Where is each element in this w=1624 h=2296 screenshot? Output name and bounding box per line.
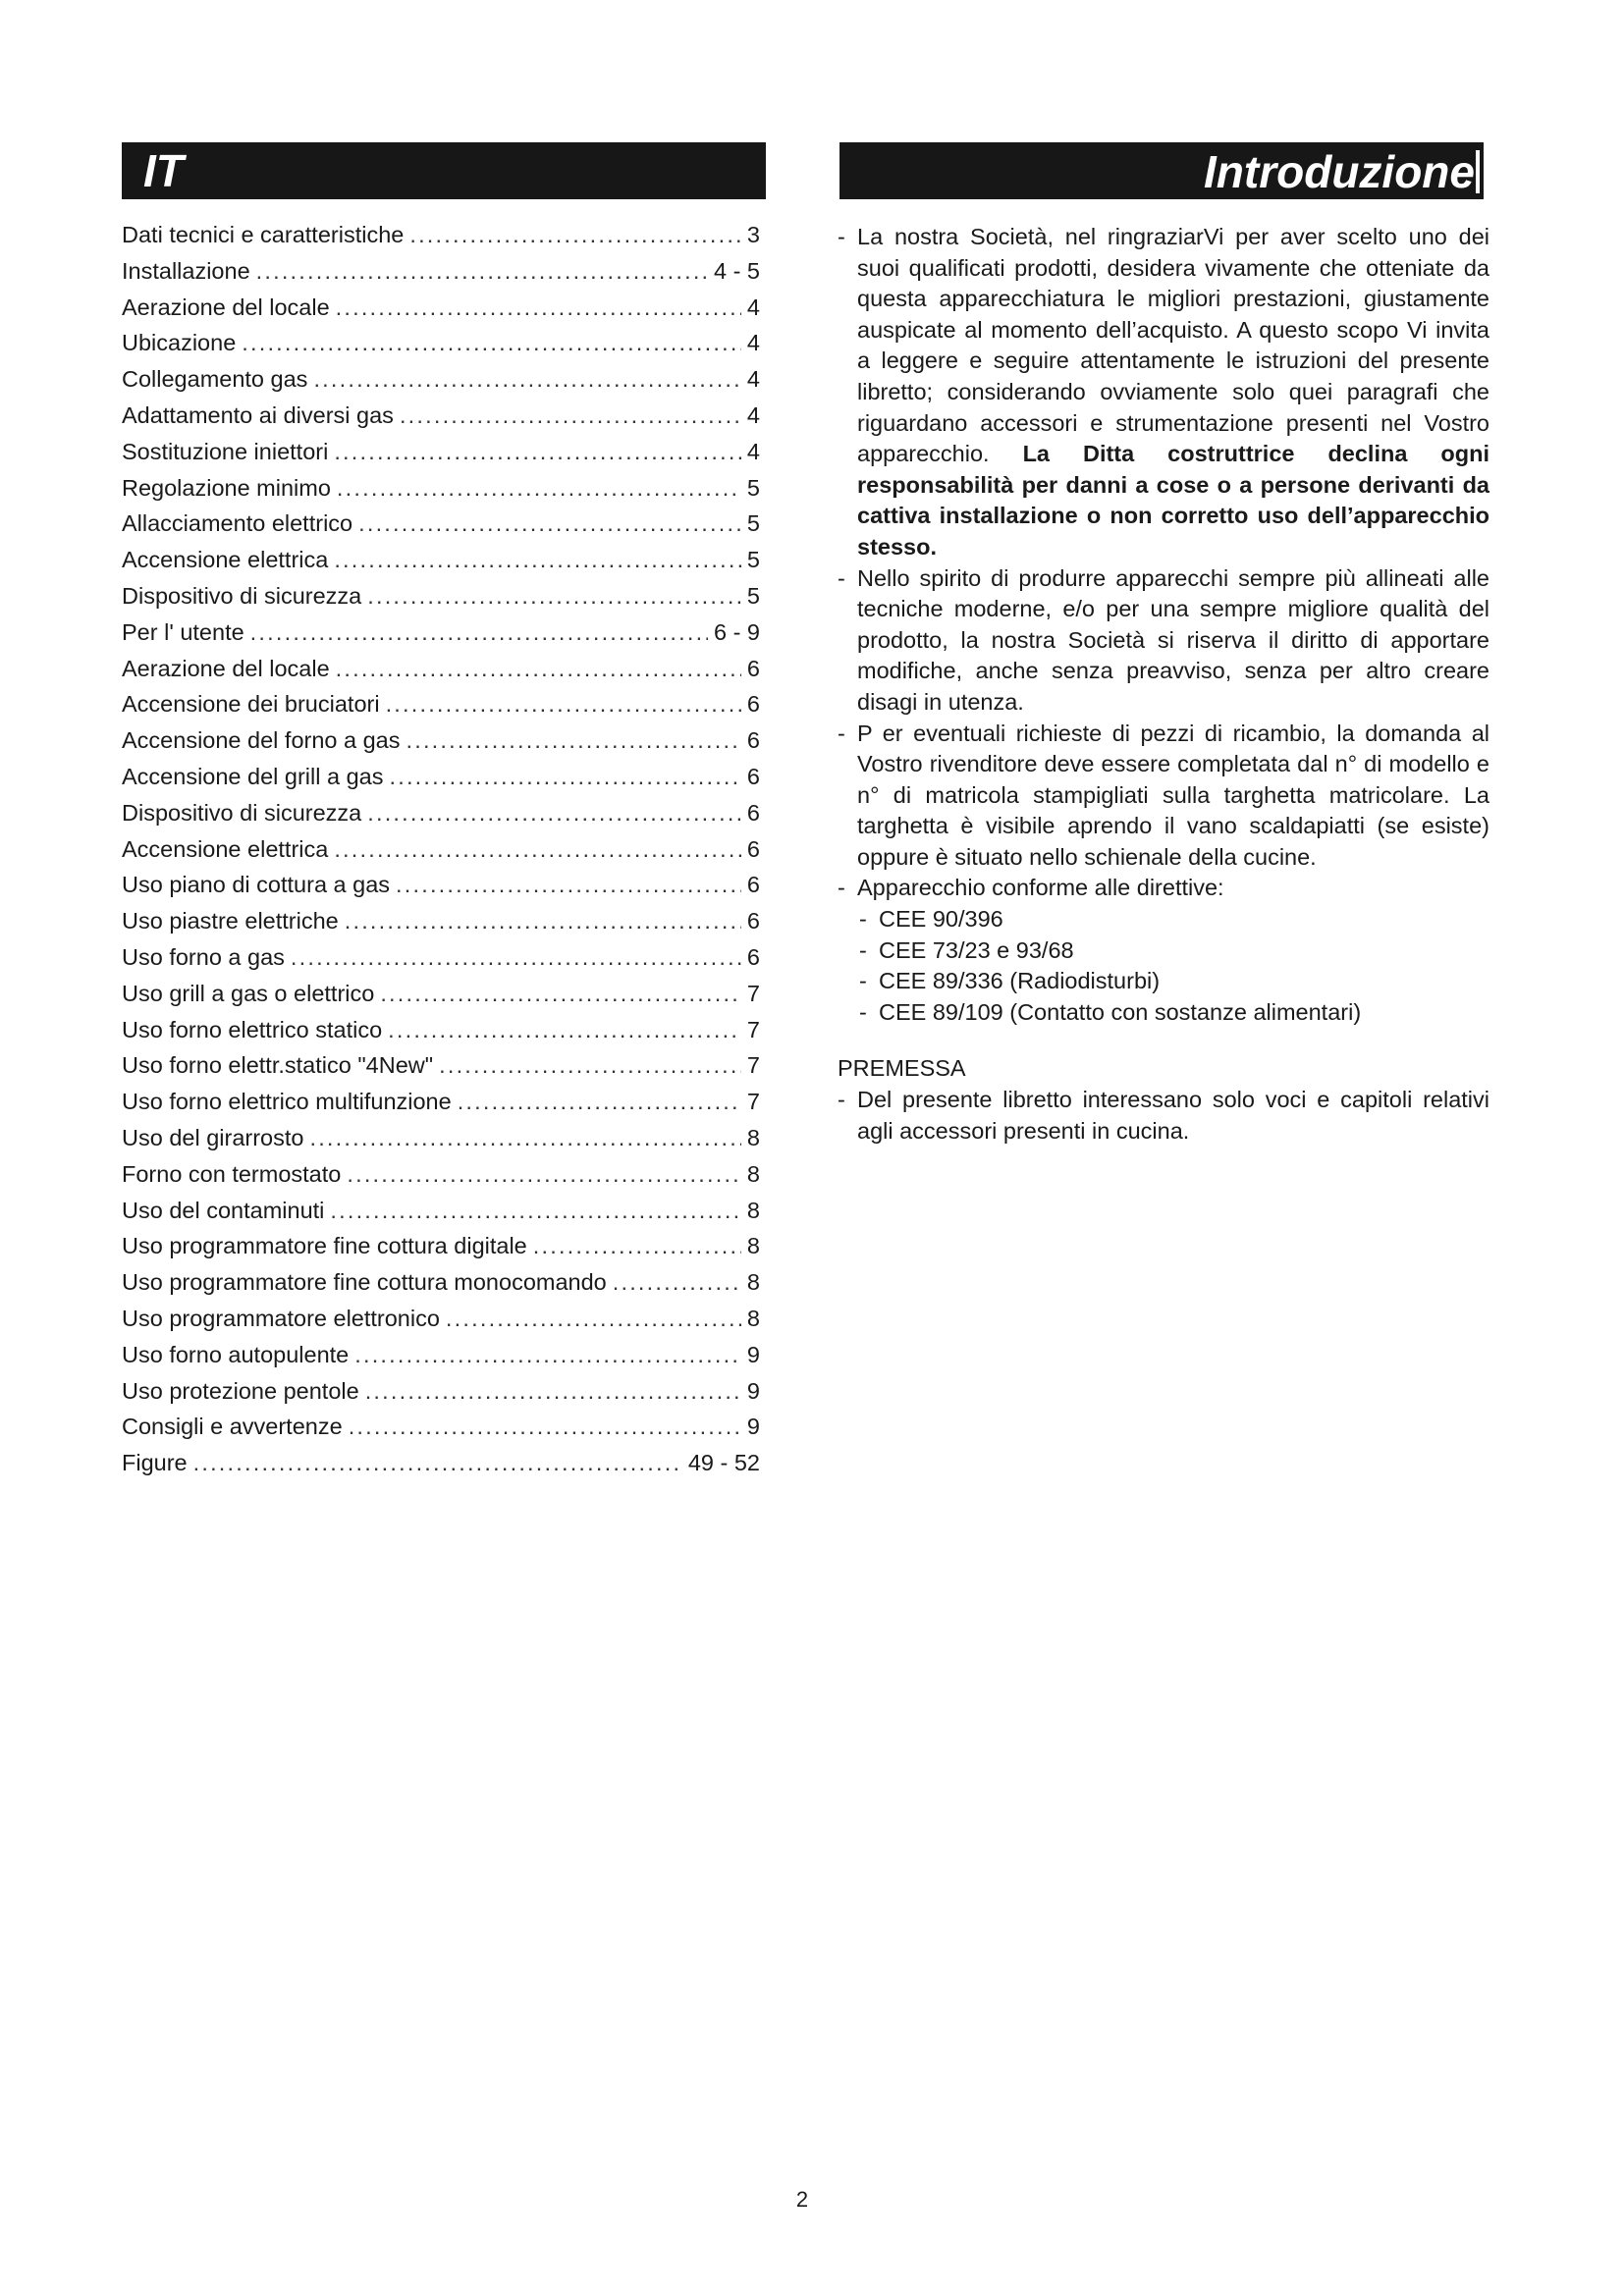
dot-leader xyxy=(313,361,740,398)
toc-entry-page: 6 xyxy=(746,872,760,898)
toc-entry-label: Uso forno elettrico statico xyxy=(122,1016,383,1042)
intro-paragraph-1 xyxy=(838,222,1489,563)
table-row xyxy=(122,651,760,687)
table-row xyxy=(122,398,760,434)
dot-leader xyxy=(347,1156,741,1193)
toc-entry-label: Dispositivo di sicurezza xyxy=(122,799,362,826)
dot-leader xyxy=(345,903,741,939)
toc-entry-label: Uso programmatore fine cottura monocomando xyxy=(122,1269,607,1296)
dot-leader xyxy=(242,325,741,361)
toc-entry-label: Uso programmatore fine cottura digitale xyxy=(122,1233,527,1259)
table-row xyxy=(122,1156,760,1193)
toc-entry-page: 9 xyxy=(746,1341,760,1367)
table-row xyxy=(122,253,760,290)
toc-entry-label: Sostituzione iniettori xyxy=(122,438,329,464)
toc-entry-page: 6 xyxy=(746,727,760,754)
intro-paragraph-4: - Apparecchio conforme alle direttive: xyxy=(838,873,1489,904)
toc-entry-label: Uso del girarrosto xyxy=(122,1124,304,1150)
dot-leader xyxy=(250,614,708,651)
list-item: - CEE 89/336 (Radiodisturbi) xyxy=(859,966,1489,997)
list-item: - CEE 73/23 e 93/68 xyxy=(859,935,1489,967)
table-row xyxy=(122,831,760,868)
toc-entry-label: Uso forno elettr.statico "4New" xyxy=(122,1052,434,1079)
table-row xyxy=(122,722,760,759)
table-row xyxy=(122,1301,760,1337)
dot-leader xyxy=(380,976,741,1012)
toc-entry-page: 4 xyxy=(746,330,760,356)
table-row xyxy=(122,867,760,903)
toc-entry-page: 3 xyxy=(746,222,760,247)
dot-leader xyxy=(349,1409,741,1445)
table-row xyxy=(122,1373,760,1410)
toc-entry-page: 8 xyxy=(746,1124,760,1150)
dot-leader xyxy=(337,470,741,507)
toc-entry-page: 4 xyxy=(746,366,760,393)
dot-leader xyxy=(330,1193,741,1229)
section-title: Introduzione xyxy=(1204,146,1475,197)
table-of-contents xyxy=(122,217,760,1481)
toc-entry-page: 5 xyxy=(746,547,760,573)
table-row xyxy=(122,290,760,326)
table-row xyxy=(122,795,760,831)
language-code: IT xyxy=(143,145,184,196)
dot-leader xyxy=(334,434,741,470)
dot-leader xyxy=(400,398,741,434)
toc-entry-page: 4 xyxy=(746,294,760,320)
dot-leader xyxy=(446,1301,741,1337)
toc-entry-page: 4 xyxy=(746,401,760,428)
table-row xyxy=(122,542,760,578)
toc-entry-label: Accensione del grill a gas xyxy=(122,763,384,789)
toc-entry-label: Allacciamento elettrico xyxy=(122,510,353,537)
toc-entry-page: 8 xyxy=(746,1197,760,1223)
table-row xyxy=(122,361,760,398)
toc-entry-page: 8 xyxy=(746,1233,760,1259)
toc-entry-page: 6 xyxy=(746,691,760,718)
toc-entry-page: 4 - 5 xyxy=(713,257,760,284)
toc-entry-label: Uso forno a gas xyxy=(122,943,285,970)
toc-entry-label: Aerazione del locale xyxy=(122,655,330,681)
dot-leader xyxy=(439,1047,741,1084)
toc-entry-label: Collegamento gas xyxy=(122,366,308,393)
dot-leader xyxy=(193,1445,682,1481)
toc-entry-page: 4 xyxy=(746,438,760,464)
table-row xyxy=(122,1120,760,1156)
toc-entry-label: Accensione elettrica xyxy=(122,835,329,862)
dot-leader xyxy=(367,795,741,831)
toc-entry-page: 9 xyxy=(746,1377,760,1404)
toc-entry-page: 5 xyxy=(746,474,760,501)
toc-entry-label: Installazione xyxy=(122,257,250,284)
table-row xyxy=(122,506,760,542)
table-row xyxy=(122,1228,760,1264)
table-row xyxy=(122,470,760,507)
toc-entry-label: Uso piastre elettriche xyxy=(122,908,339,934)
toc-entry-page: 49 - 52 xyxy=(687,1450,760,1476)
table-row xyxy=(122,217,760,253)
table-row xyxy=(122,1047,760,1084)
dot-leader xyxy=(256,253,708,290)
toc-entry-label: Accensione elettrica xyxy=(122,547,329,573)
list-item: - CEE 90/396 xyxy=(859,904,1489,935)
section-header-it xyxy=(122,142,766,199)
dot-leader xyxy=(365,1373,741,1410)
page-number: 2 xyxy=(795,2187,809,2212)
toc-entry-label: Uso forno autopulente xyxy=(122,1341,350,1367)
table-row xyxy=(122,578,760,614)
dot-leader xyxy=(336,651,741,687)
dot-leader xyxy=(396,867,741,903)
dot-leader xyxy=(334,831,741,868)
toc-entry-page: 7 xyxy=(746,1089,760,1115)
table-row xyxy=(122,1445,760,1481)
toc-entry-page: 8 xyxy=(746,1269,760,1296)
dot-leader xyxy=(386,686,741,722)
toc-entry-label: Dati tecnici e caratteristiche xyxy=(122,222,405,247)
dot-leader xyxy=(334,542,741,578)
toc-entry-label: Uso forno elettrico multifunzione xyxy=(122,1089,452,1115)
dot-leader xyxy=(390,759,741,795)
toc-entry-label: Uso del contaminuti xyxy=(122,1197,325,1223)
dot-leader xyxy=(309,1120,740,1156)
toc-entry-label: Regolazione minimo xyxy=(122,474,331,501)
toc-entry-label: Forno con termostato xyxy=(122,1160,342,1187)
toc-entry-label: Uso piano di cottura a gas xyxy=(122,872,391,898)
intro-paragraph-1-text: La nostra Società, nel ringraziarVi per aver scelto uno dei suoi qualificati prodotti, desidera vivamente che otteniate da questa apparecchiatura le migliori prestazioni, giustamente auspicate al momento dell’acquisto. A questo scopo Vi invita a leggere e seguire attentamente le istruzioni del presente libretto; considerando ovviamente solo quei paragrafi che riguardano accessori e strumentazione presenti nel Vostro apparecchio. xyxy=(857,224,1489,467)
table-row xyxy=(122,434,760,470)
toc-entry-page: 6 xyxy=(746,655,760,681)
toc-entry-page: 6 xyxy=(746,908,760,934)
table-row xyxy=(122,939,760,976)
dot-leader xyxy=(388,1012,741,1048)
toc-entry-label: Adattamento ai diversi gas xyxy=(122,401,394,428)
toc-entry-page: 8 xyxy=(746,1305,760,1331)
table-row xyxy=(122,614,760,651)
toc-entry-label: Uso protezione pentole xyxy=(122,1377,359,1404)
toc-entry-label: Dispositivo di sicurezza xyxy=(122,582,362,609)
dot-leader xyxy=(358,506,741,542)
dot-leader xyxy=(367,578,741,614)
toc-entry-label: Uso programmatore elettronico xyxy=(122,1305,440,1331)
table-row xyxy=(122,325,760,361)
introduction-text xyxy=(838,222,1489,1147)
table-row xyxy=(122,1193,760,1229)
table-row xyxy=(122,1409,760,1445)
dot-leader xyxy=(613,1264,741,1301)
toc-entry-page: 8 xyxy=(746,1160,760,1187)
dot-leader xyxy=(291,939,741,976)
toc-entry-label: Accensione dei bruciatori xyxy=(122,691,380,718)
directives-list xyxy=(838,904,1489,1028)
table-row xyxy=(122,903,760,939)
table-row xyxy=(122,1012,760,1048)
dot-leader xyxy=(458,1084,741,1120)
toc-entry-label: Aerazione del locale xyxy=(122,294,330,320)
toc-entry-page: 5 xyxy=(746,582,760,609)
toc-entry-label: Per l' utente xyxy=(122,618,244,645)
toc-entry-label: Figure xyxy=(122,1450,188,1476)
table-row xyxy=(122,759,760,795)
premessa-heading: PREMESSA xyxy=(838,1055,966,1082)
toc-entry-page: 6 xyxy=(746,943,760,970)
dot-leader xyxy=(406,722,741,759)
header-bar-mark xyxy=(1476,150,1480,193)
dot-leader xyxy=(336,290,741,326)
dot-leader xyxy=(409,217,741,253)
list-item: - CEE 89/109 (Contatto con sostanze alimentari) xyxy=(859,997,1489,1029)
table-row xyxy=(122,1264,760,1301)
toc-entry-page: 7 xyxy=(746,980,760,1006)
premessa-paragraph: - Del presente libretto interessano solo voci e capitoli relativi agli accessori presenti in cucina. xyxy=(838,1085,1489,1147)
toc-entry-page: 6 xyxy=(746,799,760,826)
toc-entry-label: Accensione del forno a gas xyxy=(122,727,401,754)
table-row xyxy=(122,976,760,1012)
table-row xyxy=(122,1084,760,1120)
dot-leader xyxy=(533,1228,741,1264)
toc-entry-page: 6 xyxy=(746,763,760,789)
toc-entry-label: Uso grill a gas o elettrico xyxy=(122,980,375,1006)
intro-paragraph-2: - Nello spirito di produrre apparecchi sempre più allineati alle tecniche moderne, e/o per una sempre migliore qualità del prodotto, la nostra Società si riserva il diritto di apportare modifiche, anche senza preavviso, senza per altro creare disagi in utenza. xyxy=(838,563,1489,719)
toc-entry-page: 7 xyxy=(746,1052,760,1079)
table-row xyxy=(122,1337,760,1373)
toc-entry-label: Consigli e avvertenze xyxy=(122,1414,343,1440)
toc-entry-page: 6 xyxy=(746,835,760,862)
toc-entry-page: 9 xyxy=(746,1414,760,1440)
toc-entry-page: 6 - 9 xyxy=(713,618,760,645)
toc-entry-page: 7 xyxy=(746,1016,760,1042)
toc-entry-label: Ubicazione xyxy=(122,330,237,356)
table-row xyxy=(122,686,760,722)
toc-entry-page: 5 xyxy=(746,510,760,537)
dot-leader xyxy=(354,1337,741,1373)
intro-paragraph-3: - P er eventuali richieste di pezzi di ricambio, la domanda al Vostro rivenditore deve essere completata dal n° di modello e n° di matricola stampigliati sulla targhetta matricolare. La targhetta è visibile aprendo il vano scaldapiatti (se esiste) oppure è situato nello schienale della cucine. xyxy=(838,719,1489,874)
section-header-introduzione xyxy=(839,142,1484,199)
disclaimer-text: La Ditta costruttrice declina ogni responsabilità per danni a cose o a persone derivanti da cattiva installazione o non corretto uso dell’apparecchio stesso. xyxy=(857,441,1489,560)
